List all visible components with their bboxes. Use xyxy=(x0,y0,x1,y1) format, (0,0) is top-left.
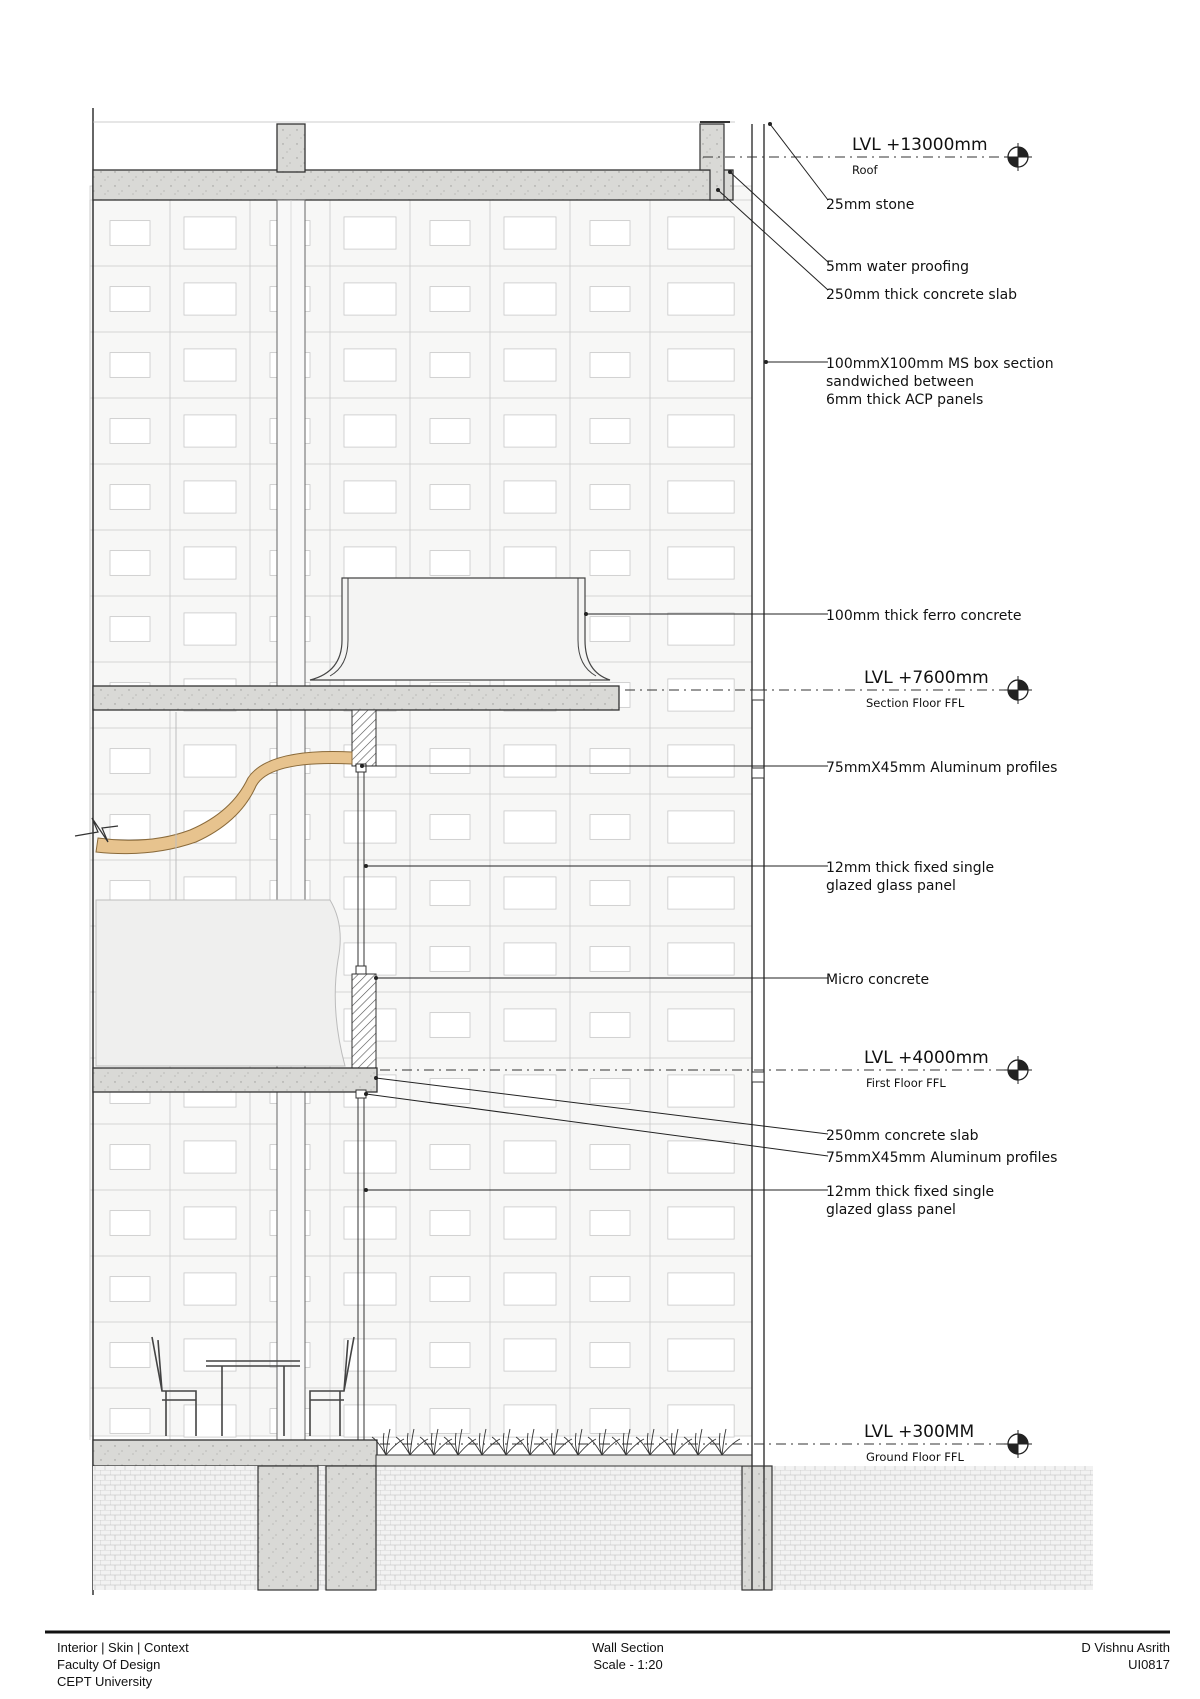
facade-cell xyxy=(668,877,734,909)
facade-cell xyxy=(504,745,556,777)
note-glass-lower-1: 12mm thick fixed single xyxy=(826,1184,995,1200)
facade-cell xyxy=(504,943,556,975)
note-ms-box-1: 100mmX100mm MS box section xyxy=(826,356,1054,372)
facade-cell xyxy=(344,877,396,909)
facade-cell xyxy=(668,415,734,447)
facade-cell xyxy=(668,349,734,381)
facade-cell xyxy=(590,749,630,774)
facade-grid xyxy=(90,186,752,1440)
facade-cell xyxy=(590,1079,630,1104)
facade-cell xyxy=(590,881,630,906)
note-glass-upper-1: 12mm thick fixed single xyxy=(826,860,995,876)
facade-cell xyxy=(668,943,734,975)
facade-cell xyxy=(504,1405,556,1437)
facade-cell xyxy=(110,1409,150,1434)
facade-cell xyxy=(344,349,396,381)
facade-cell xyxy=(504,415,556,447)
facade-cell xyxy=(110,551,150,576)
facade-cell xyxy=(430,1013,470,1038)
facade-cell xyxy=(110,1145,150,1170)
facade-cell xyxy=(668,1141,734,1173)
title-project: Interior | Skin | Context xyxy=(57,1640,189,1655)
micro-concrete-upper xyxy=(352,710,376,766)
facade-cell xyxy=(504,481,556,513)
note-concrete-slab: 250mm concrete slab xyxy=(826,1128,979,1144)
facade-cell xyxy=(110,221,150,246)
facade-cell xyxy=(668,679,734,711)
facade-cell xyxy=(430,287,470,312)
facade-cell xyxy=(590,947,630,972)
facade-cell xyxy=(590,551,630,576)
note-aluminum-upper: 75mmX45mm Aluminum profiles xyxy=(826,760,1058,776)
interior-wall-panel xyxy=(96,900,345,1066)
facade-cell xyxy=(590,1409,630,1434)
facade-cell xyxy=(504,1009,556,1041)
facade-cell xyxy=(110,749,150,774)
facade-cell xyxy=(344,1273,396,1305)
facade-cell xyxy=(184,481,236,513)
facade-cell xyxy=(668,613,734,645)
facade-cell xyxy=(430,1409,470,1434)
facade-cell xyxy=(430,353,470,378)
second-floor-slab xyxy=(93,686,619,710)
facade-cell xyxy=(430,749,470,774)
facade-cell xyxy=(344,217,396,249)
title-block xyxy=(45,1632,1170,1689)
roof-slab xyxy=(93,122,733,200)
facade-cell xyxy=(344,943,396,975)
facade-cell xyxy=(590,617,630,642)
facade-cell xyxy=(110,1277,150,1302)
facade-cell xyxy=(504,1339,556,1371)
facade-cell xyxy=(590,1145,630,1170)
level-sub-first-floor: First Floor FFL xyxy=(866,1076,946,1090)
facade-cell xyxy=(504,349,556,381)
facade-cell xyxy=(504,1075,556,1107)
facade-cell xyxy=(668,1075,734,1107)
column xyxy=(277,200,305,1440)
facade-cell xyxy=(590,419,630,444)
acp-skin xyxy=(752,124,764,1590)
facade-cell xyxy=(590,287,630,312)
facade-cell xyxy=(668,1273,734,1305)
level-datum-icon xyxy=(1004,1056,1032,1084)
level-sub-second-floor: Section Floor FFL xyxy=(866,696,965,710)
facade-cell xyxy=(430,1145,470,1170)
facade-cell xyxy=(110,485,150,510)
facade-cell xyxy=(590,353,630,378)
facade-cell xyxy=(184,745,236,777)
title-scale: Scale - 1:20 xyxy=(593,1657,663,1672)
facade-cell xyxy=(430,419,470,444)
ferro-concrete-planter xyxy=(310,578,610,680)
note-waterproofing: 5mm water proofing xyxy=(826,259,970,275)
facade-cell xyxy=(344,1339,396,1371)
facade-cell xyxy=(590,1013,630,1038)
note-glass-upper-2: glazed glass panel xyxy=(826,878,956,894)
facade-cell xyxy=(668,811,734,843)
facade-cell xyxy=(504,877,556,909)
facade-cell xyxy=(430,1277,470,1302)
facade-cell xyxy=(184,1273,236,1305)
facade-cell xyxy=(184,217,236,249)
facade-cell xyxy=(430,815,470,840)
facade-cell xyxy=(344,481,396,513)
facade-cell xyxy=(430,1211,470,1236)
level-datum-icon xyxy=(1004,1430,1032,1458)
level-sub-roof: Roof xyxy=(852,163,878,177)
facade-cell xyxy=(590,1211,630,1236)
level-label-first-floor: LVL +4000mm xyxy=(864,1048,989,1068)
note-micro-concrete: Micro concrete xyxy=(826,972,930,988)
facade-cell xyxy=(668,481,734,513)
level-datum-icon xyxy=(1004,676,1032,704)
facade-cell xyxy=(110,1211,150,1236)
title-author: D Vishnu Asrith xyxy=(1081,1640,1170,1655)
facade-cell xyxy=(184,1405,236,1437)
facade-cell xyxy=(430,485,470,510)
facade-cell xyxy=(590,1277,630,1302)
facade-cell xyxy=(668,745,734,777)
title-id: UI0817 xyxy=(1128,1657,1170,1672)
facade-cell xyxy=(184,547,236,579)
first-floor-slab xyxy=(93,1068,377,1092)
facade-cell xyxy=(184,349,236,381)
note-ms-box-2: sandwiched between xyxy=(826,374,975,390)
title-university: CEPT University xyxy=(57,1674,153,1689)
facade-cell xyxy=(184,1141,236,1173)
facade-cell xyxy=(344,547,396,579)
facade-cell xyxy=(668,1339,734,1371)
facade-cell xyxy=(590,485,630,510)
note-aluminum-lower: 75mmX45mm Aluminum profiles xyxy=(826,1150,1058,1166)
facade-cell xyxy=(344,1141,396,1173)
facade-cell xyxy=(110,353,150,378)
facade-cell xyxy=(184,283,236,315)
facade-cell xyxy=(668,547,734,579)
title-faculty: Faculty Of Design xyxy=(57,1657,161,1672)
level-label-second-floor: LVL +7600mm xyxy=(864,668,989,688)
facade-cell xyxy=(504,1207,556,1239)
facade-cell xyxy=(430,221,470,246)
facade-cell xyxy=(110,419,150,444)
facade-cell xyxy=(430,947,470,972)
facade-cell xyxy=(430,551,470,576)
facade-cell xyxy=(344,1207,396,1239)
aluminum-profile-lower xyxy=(356,966,366,974)
note-stone: 25mm stone xyxy=(826,197,915,213)
note-ms-box-3: 6mm thick ACP panels xyxy=(826,392,984,408)
title-drawing-name: Wall Section xyxy=(592,1640,664,1655)
facade-cell xyxy=(504,547,556,579)
facade-cell xyxy=(344,283,396,315)
facade-cell xyxy=(504,1273,556,1305)
facade-cell xyxy=(504,217,556,249)
facade-cell xyxy=(110,815,150,840)
facade-cell xyxy=(184,1207,236,1239)
facade-cell xyxy=(184,415,236,447)
note-ferro-concrete: 100mm thick ferro concrete xyxy=(826,608,1022,624)
facade-cell xyxy=(430,1079,470,1104)
facade-cell xyxy=(430,1343,470,1368)
facade-cell xyxy=(590,815,630,840)
facade-cell xyxy=(110,1343,150,1368)
facade-cell xyxy=(184,613,236,645)
facade-cell xyxy=(504,283,556,315)
facade-cell xyxy=(590,221,630,246)
level-label-ground-floor: LVL +300MM xyxy=(864,1422,975,1442)
facade-cell xyxy=(504,1141,556,1173)
facade-cell xyxy=(504,811,556,843)
micro-concrete-lower xyxy=(352,974,376,1068)
facade-cell xyxy=(344,1405,396,1437)
facade-cell xyxy=(668,1009,734,1041)
facade-cell xyxy=(590,1343,630,1368)
facade-cell xyxy=(668,217,734,249)
level-datum-icon xyxy=(1004,143,1032,171)
facade-cell xyxy=(110,287,150,312)
facade-cell xyxy=(110,617,150,642)
facade-cell xyxy=(344,415,396,447)
level-label-roof: LVL +13000mm xyxy=(852,135,988,155)
facade-cell xyxy=(668,1207,734,1239)
facade-cell xyxy=(668,283,734,315)
level-sub-ground-floor: Ground Floor FFL xyxy=(866,1450,964,1464)
note-glass-lower-2: glazed glass panel xyxy=(826,1202,956,1218)
facade-cell xyxy=(344,811,396,843)
facade-cell xyxy=(430,881,470,906)
note-roof-slab: 250mm thick concrete slab xyxy=(826,287,1018,303)
